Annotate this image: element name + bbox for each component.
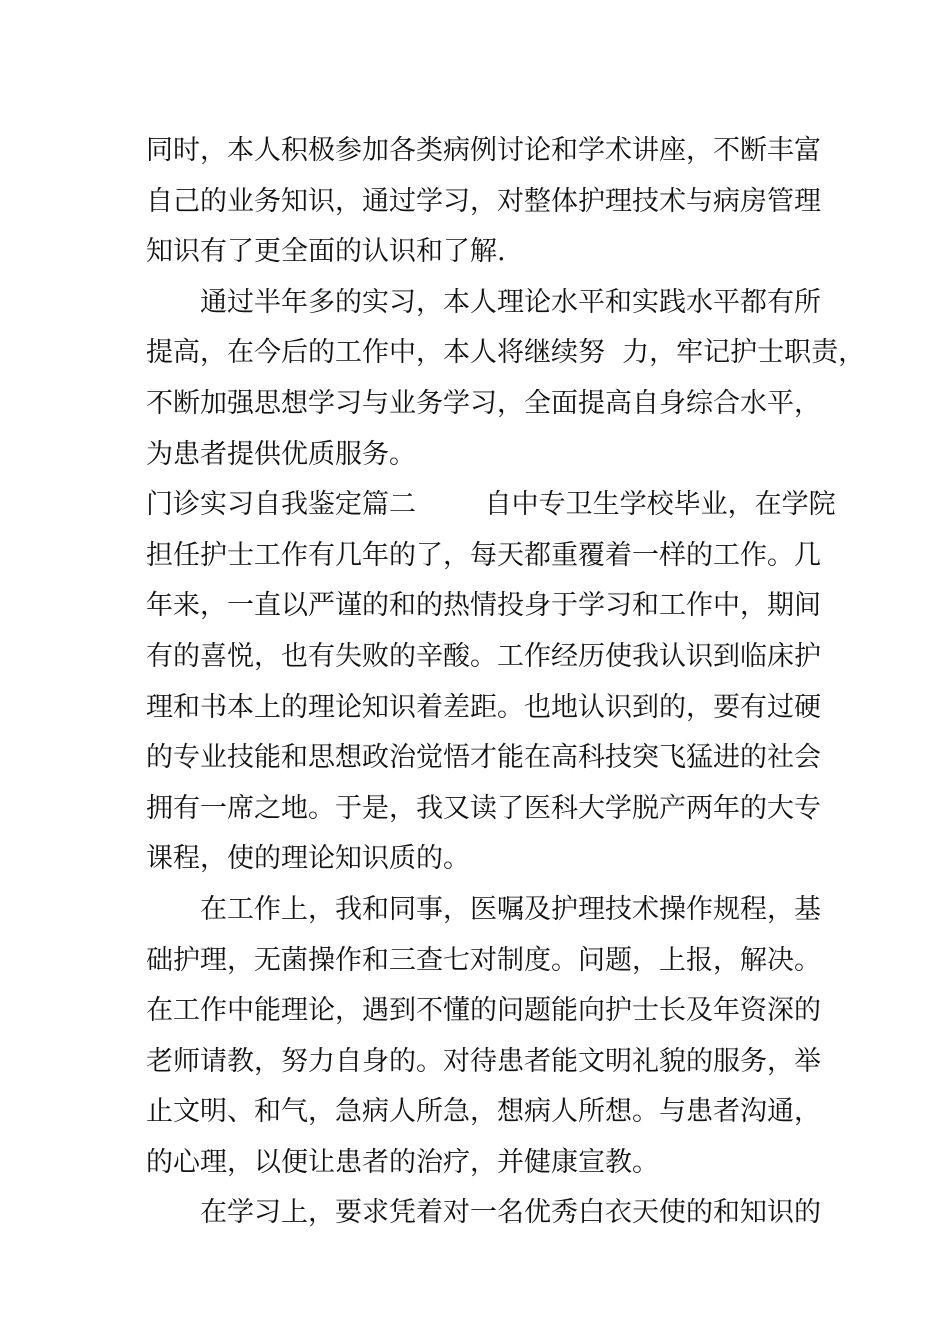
text-line: 拥有一席之地。于是，我又读了医科大学脱产两年的大专 bbox=[146, 792, 821, 824]
text-line: 担任护士工作有几年的了，每天都重覆着一样的工作。几 bbox=[146, 539, 821, 571]
text-line: 课程，使的理论知识质的。 bbox=[146, 843, 470, 875]
text-line: 止文明、和气，急病人所急，想病人所想。与患者沟通， bbox=[146, 1096, 821, 1128]
text-line: 同时，本人积极参加各类病例讨论和学术讲座，不断丰富 bbox=[146, 135, 821, 166]
text-line: 在学习上，要求凭着对一名优秀白衣天使的和知识的 bbox=[200, 1197, 821, 1229]
text-line: 为患者提供优质服务。 bbox=[146, 438, 416, 470]
text-line: 自己的业务知识，通过学习，对整体护理技术与病房管理 bbox=[146, 185, 821, 217]
text-line: 的专业技能和思想政治觉悟才能在高科技突飞猛进的社会 bbox=[146, 742, 821, 774]
text-line: 知识有了更全面的认识和了解. bbox=[146, 236, 506, 268]
text-line: 在工作上，我和同事，医嘱及护理技术操作规程，基 bbox=[200, 893, 821, 925]
text-line: 通过半年多的实习，本人理论水平和实践水平都有所 bbox=[200, 286, 821, 318]
document-body bbox=[146, 126, 866, 1239]
text-line: 年来，一直以严谨的和的热情投身于学习和工作中，期间 bbox=[146, 590, 821, 622]
text-line: 在工作中能理论，遇到不懂的问题能向护士长及年资深的 bbox=[146, 995, 821, 1027]
text-line: 理和书本上的理论知识着差距。也地认识到的，要有过硬 bbox=[146, 691, 821, 723]
text-line: 有的喜悦，也有失败的辛酸。工作经历使我认识到临床护 bbox=[146, 640, 821, 672]
text-line: 提高，在今后的工作中，本人将继续努 力，牢记护士职责， bbox=[146, 337, 866, 369]
text-line: 老师请教，努力自身的。对待患者能文明礼貌的服务，举 bbox=[146, 1045, 821, 1077]
text-line: 不断加强思想学习与业务学习，全面提高自身综合水平， bbox=[146, 387, 821, 419]
text-line: 的心理，以便让患者的治疗，并健康宣教。 bbox=[146, 1146, 659, 1178]
section-heading-line: 门诊实习自我鉴定篇二 自中专卫生学校毕业，在学院 bbox=[146, 489, 836, 521]
text-line: 础护理，无菌操作和三查七对制度。问题，上报，解决。 bbox=[146, 944, 821, 976]
